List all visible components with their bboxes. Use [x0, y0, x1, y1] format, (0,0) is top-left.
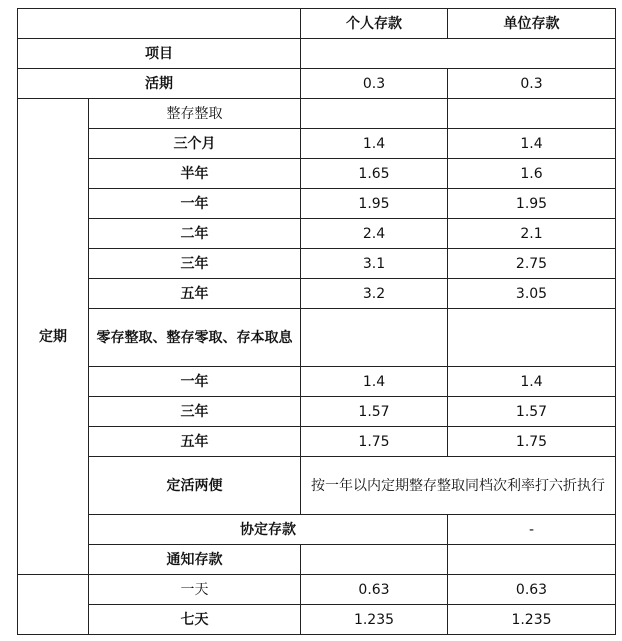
- negotiated-personal: -: [448, 515, 616, 545]
- personal-rate: 0.63: [301, 575, 448, 605]
- item-blank-cell: [301, 39, 616, 69]
- table-row: [18, 367, 616, 397]
- flexible-row: [18, 457, 616, 515]
- header-row: [18, 9, 616, 39]
- blank-cell: [448, 545, 616, 575]
- personal-rate: 1.65: [301, 159, 448, 189]
- table-row: [18, 219, 616, 249]
- table-row: [18, 397, 616, 427]
- personal-rate: 2.4: [301, 219, 448, 249]
- term-label: 五年: [89, 427, 301, 457]
- notice-blank-cell: [18, 575, 89, 635]
- flexible-label: 定活两便: [89, 457, 301, 515]
- personal-rate: 1.4: [301, 129, 448, 159]
- flexible-note: 按一年以内定期整存整取同档次利率打六折执行: [301, 457, 616, 515]
- unit-rate: 1.95: [448, 189, 616, 219]
- unit-rate: 1.57: [448, 397, 616, 427]
- term-label: 一天: [89, 575, 301, 605]
- blank-cell: [448, 309, 616, 367]
- installment-title: 零存整取、整存零取、存本取息: [89, 309, 301, 367]
- demand-unit: 0.3: [448, 69, 616, 99]
- personal-rate: 1.4: [301, 367, 448, 397]
- term-label: 一年: [89, 189, 301, 219]
- lump-sum-title-row: [18, 99, 616, 129]
- unit-rate: 2.75: [448, 249, 616, 279]
- unit-rate: 1.75: [448, 427, 616, 457]
- header-personal: 个人存款: [301, 9, 448, 39]
- unit-rate: 0.63: [448, 575, 616, 605]
- demand-row: [18, 69, 616, 99]
- term-label: 三年: [89, 397, 301, 427]
- term-label: 二年: [89, 219, 301, 249]
- term-label: 七天: [89, 605, 301, 635]
- term-label: 三年: [89, 249, 301, 279]
- lump-sum-title: 整存整取: [89, 99, 301, 129]
- personal-rate: 3.2: [301, 279, 448, 309]
- header-blank-cell: [18, 9, 301, 39]
- personal-rate: 1.57: [301, 397, 448, 427]
- table-row: [18, 427, 616, 457]
- unit-rate: 2.1: [448, 219, 616, 249]
- personal-rate: 1.75: [301, 427, 448, 457]
- header-unit: 单位存款: [448, 9, 616, 39]
- negotiated-label: 协定存款: [89, 515, 448, 545]
- negotiated-row: [18, 515, 616, 545]
- notice-label: 通知存款: [89, 545, 301, 575]
- table-row: [18, 159, 616, 189]
- unit-rate: 3.05: [448, 279, 616, 309]
- unit-rate: 1.4: [448, 367, 616, 397]
- term-label: 一年: [89, 367, 301, 397]
- installment-title-row: [18, 309, 616, 367]
- unit-rate: 1.235: [448, 605, 616, 635]
- table-row: [18, 249, 616, 279]
- blank-cell: [301, 309, 448, 367]
- personal-rate: 3.1: [301, 249, 448, 279]
- table-row: [18, 189, 616, 219]
- demand-label: 活期: [18, 69, 301, 99]
- fixed-label: 定期: [18, 99, 89, 575]
- table-row: [18, 575, 616, 605]
- demand-personal: 0.3: [301, 69, 448, 99]
- personal-rate: 1.235: [301, 605, 448, 635]
- term-label: 半年: [89, 159, 301, 189]
- item-row: [18, 39, 616, 69]
- term-label: 三个月: [89, 129, 301, 159]
- item-label: 项目: [18, 39, 301, 69]
- blank-cell: [301, 99, 448, 129]
- table-row: [18, 279, 616, 309]
- table-row: [18, 129, 616, 159]
- deposit-rate-table: [17, 8, 616, 635]
- notice-row: [18, 545, 616, 575]
- blank-cell: [448, 99, 616, 129]
- blank-cell: [301, 545, 448, 575]
- unit-rate: 1.4: [448, 129, 616, 159]
- personal-rate: 1.95: [301, 189, 448, 219]
- term-label: 五年: [89, 279, 301, 309]
- unit-rate: 1.6: [448, 159, 616, 189]
- table-row: [18, 605, 616, 635]
